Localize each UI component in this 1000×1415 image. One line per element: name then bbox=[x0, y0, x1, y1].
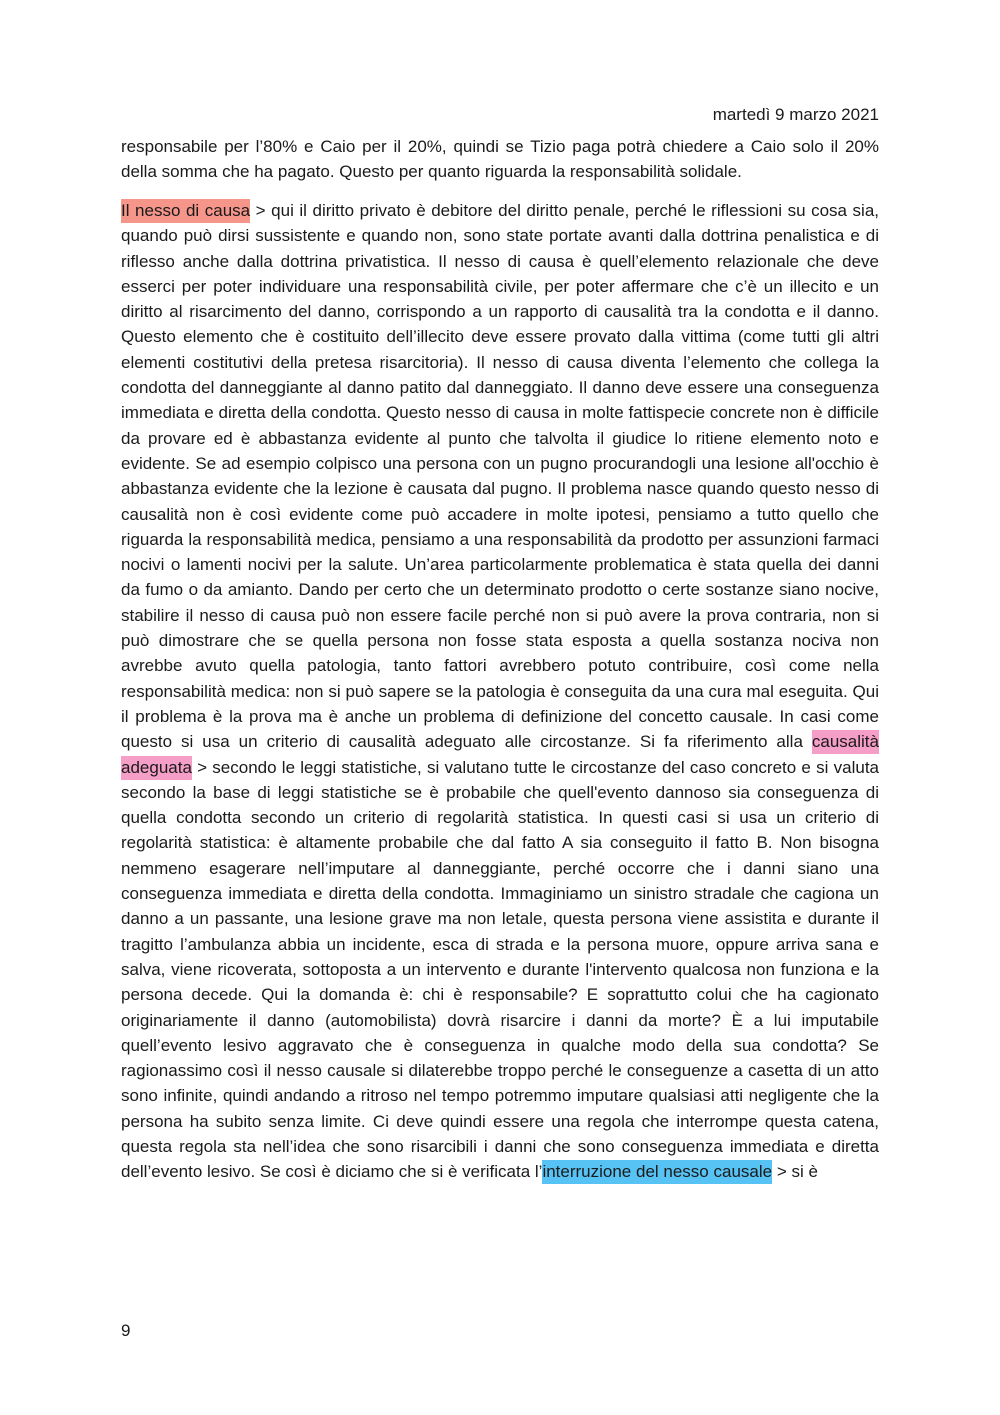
paragraph-nesso-di-causa bbox=[121, 198, 879, 1185]
paragraph-responsabilita-solidale: responsabile per l’80% e Caio per il 20%, quindi se Tizio paga potrà chiedere a Caio solo il 20% della somma che ha pagato. Questo per quanto riguarda la responsabilità solidale. bbox=[121, 137, 879, 182]
paragraph-text-segment: > si è bbox=[772, 1162, 818, 1182]
paragraph-text-segment: > qui il diritto privato è debitore del diritto penale, perché le riflessioni su cosa sia, quando può dirsi sussistente e quando non, sono state portate avanti dalla dottrina penalistica e di riflesso anche dalla dottrina privatistica. Il nesso di causa è quell’elemento relazionale che deve esserci per poter individuare una responsabilità civile, per poter affermare che c’è un illecito e un diritto al risarcimento del danno, corrispondo a un rapporto di causalità tra la condotta e il danno. Questo elemento che è costituito dell’illecito deve essere provato dalla vittima (come tutti gli altri elementi costitutivi della pretesa risarcitoria). Il nesso di causa diventa l’elemento che collega la condotta del danneggiante al danno patito dal danneggiato. Il danno deve essere una conseguenza immediata e diretta della condotta. Questo nesso di causa in molte fattispecie concrete non è difficile da provare ed è abbastanza evidente al punto che talvolta il giudice lo ritiene elemento noto e evidente. Se ad esempio colpisco una persona con un pugno procurandogli una lesione all'occhio è abbastanza evidente che la lezione è causata dal pugno. Il problema nasce quando questo nesso di causalità non è così evidente come può accadere in molte ipotesi, pensiamo a tutto quello che riguarda la responsabilità medica, pensiamo a una responsabilità da prodotto per assunzioni farmaci nocivi o lamenti nocivi per la salute. Un’area particolarmente problematica è stata quella dei danni da fumo o da amianto. Dando per certo che un determinato prodotto o certe sostanze siano nocive, stabilire il nesso di causa può non essere facile perché non si può avere la prova contraria, non si può dimostrare che se quella persona non fosse stata esposta a quella sostanza nociva non avrebbe avuto quella patologia, tanto fattori avrebbero potuto contribuire, così come nella responsabilità medica: non si può sapere se la patologia è conseguita da una cura mal eseguita. Qui il problema è la prova ma è anche un problema di definizione del concetto causale. In casi come questo si usa un criterio di causalità adeguato alle circostanze. Si fa riferimento alla bbox=[121, 201, 879, 752]
highlight-causalita-adeguata: causalità adeguata bbox=[121, 730, 879, 779]
highlight-interruzione-nesso-causale: interruzione del nesso causale bbox=[542, 1160, 772, 1184]
page-number: 9 bbox=[121, 1321, 131, 1340]
highlight-nesso-di-causa: Il nesso di causa bbox=[121, 199, 250, 223]
page-date: martedì 9 marzo 2021 bbox=[712, 105, 879, 124]
paragraph-text-segment: > secondo le leggi statistiche, si valutano tutte le circostanze del caso concreto e si valuta secondo la base di leggi statistiche se è probabile che quell'evento dannoso sia conseguenza di quella condotta secondo un criterio di regolarità statistica. In questi casi si usa un criterio di regolarità statistica: è altamente probabile che dal fatto A sia conseguito il fatto B. Non bisogna nemmeno esagerare nell’imputare al danneggiante, perché occorre che i danni siano una conseguenza immediata e diretta della condotta. Immaginiamo un sinistro stradale che cagiona un danno a un passante, una lesione grave ma non letale, questa persona viene assistita e durante il tragitto l’ambulanza abbia un incidente, esca di strada e la persona muore, oppure arriva sana e salva, viene ricoverata, sottoposta a un intervento e durante l'intervento qualcosa non funziona e la persona decede. Qui la domanda è: chi è responsabile? E soprattutto colui che ha cagionato originariamente il danno (automobilista) dovrà risarcire i danni da morte? È a lui imputabile quell’evento lesivo aggravato che è conseguenza in qualche modo della sua condotta? Se ragionassimo così il nesso causale si dilaterebbe troppo perché le conseguenze a casetta di un atto sono infinite, quindi andando a ritroso nel tempo potremmo imputare qualsiasi atti negligente che la persona ha subito senza limite. Ci deve quindi essere una regola che interrompe questa catena, questa regola sta nell’idea che sono risarcibili i danni che sono conseguenza immediata e diretta dell’evento lesivo. Se così è diciamo che si è verificata l’ bbox=[121, 757, 879, 1182]
